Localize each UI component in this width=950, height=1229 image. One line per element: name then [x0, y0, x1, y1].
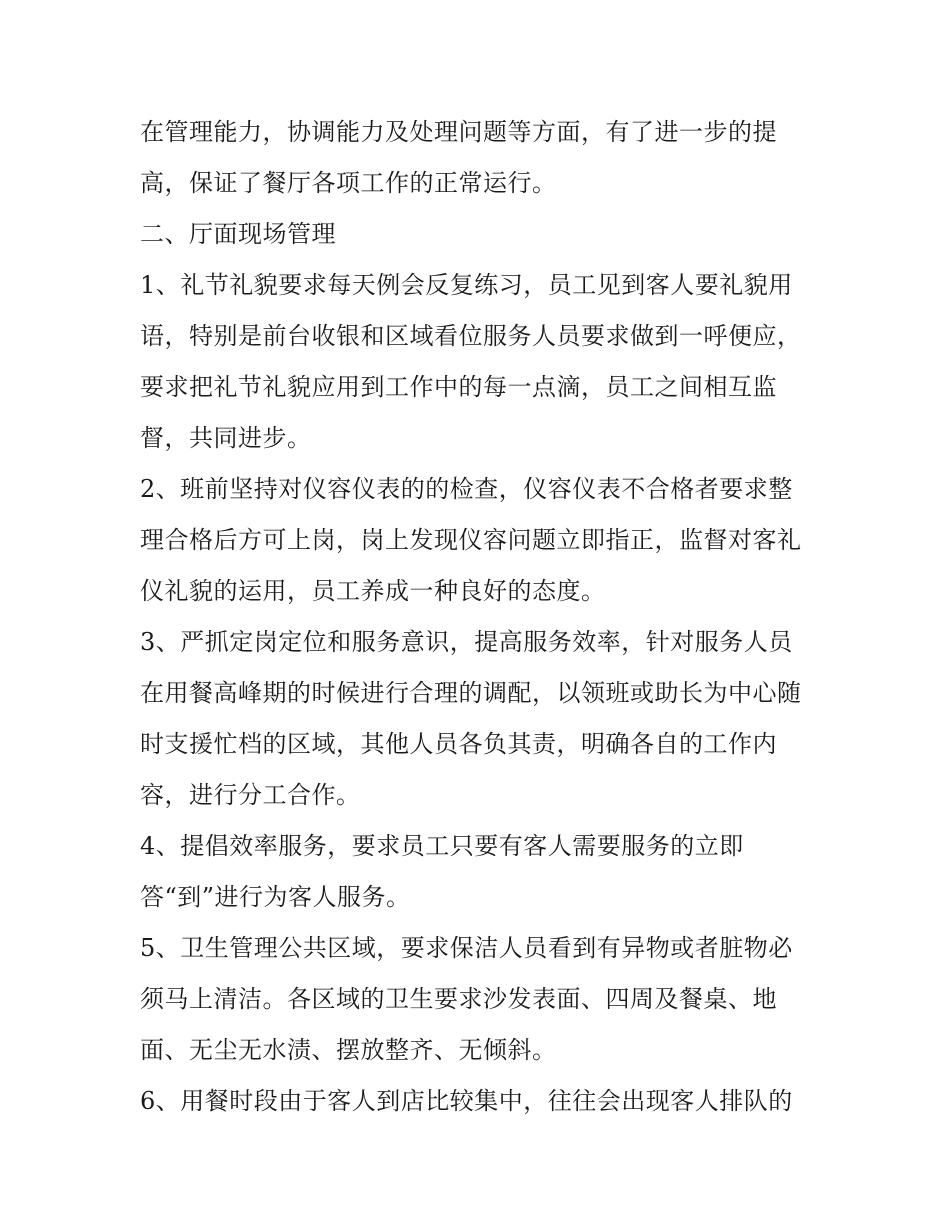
text-line: 时支援忙档的区域，其他人员各负其责，明确各自的工作内: [140, 730, 777, 758]
text-line: 5、卫生管理公共区域，要求保洁人员看到有异物或者脏物必: [140, 934, 793, 962]
text-line: 仪礼貌的运用，员工养成一种良好的态度。: [140, 577, 606, 605]
text-line: 6、用餐时段由于客人到店比较集中，往往会出现客人排队的: [140, 1087, 793, 1115]
text-line: 在管理能力，协调能力及处理问题等方面，有了进一步的提: [140, 118, 777, 146]
text-line: 须马上清洁。各区域的卫生要求沙发表面、四周及餐桌、地: [140, 985, 777, 1013]
text-line: 容，进行分工合作。: [140, 781, 361, 809]
text-line: 3、严抓定岗定位和服务意识，提高服务效率，针对服务人员: [140, 628, 793, 656]
text-line: 语，特别是前台收银和区域看位服务人员要求做到一呼便应，: [140, 322, 802, 350]
text-line: 答“到”进行为客人服务。: [140, 883, 411, 911]
document-body: [140, 107, 820, 1127]
text-line: 要求把礼节礼貌应用到工作中的每一点滴，员工之间相互监: [140, 373, 777, 401]
text-line: 高，保证了餐厅各项工作的正常运行。: [140, 169, 557, 197]
text-line: 理合格后方可上岗，岗上发现仪容问题立即指正，监督对客礼: [140, 526, 802, 554]
text-line: 在用餐高峰期的时候进行合理的调配，以领班或助长为中心随: [140, 679, 802, 707]
text-line: 督，共同进步。: [140, 424, 312, 452]
section-heading: 二、厅面现场管理: [140, 220, 336, 248]
text-line: 4、提倡效率服务，要求员工只要有客人需要服务的立即: [140, 832, 744, 860]
text-line: 面、无尘无水渍、摆放整齐、无倾斜。: [140, 1036, 557, 1064]
text-line: 2、班前坚持对仪容仪表的的检查，仪容仪表不合格者要求整: [140, 475, 793, 503]
text-line: 1、礼节礼貌要求每天例会反复练习，员工见到客人要礼貌用: [140, 271, 793, 299]
